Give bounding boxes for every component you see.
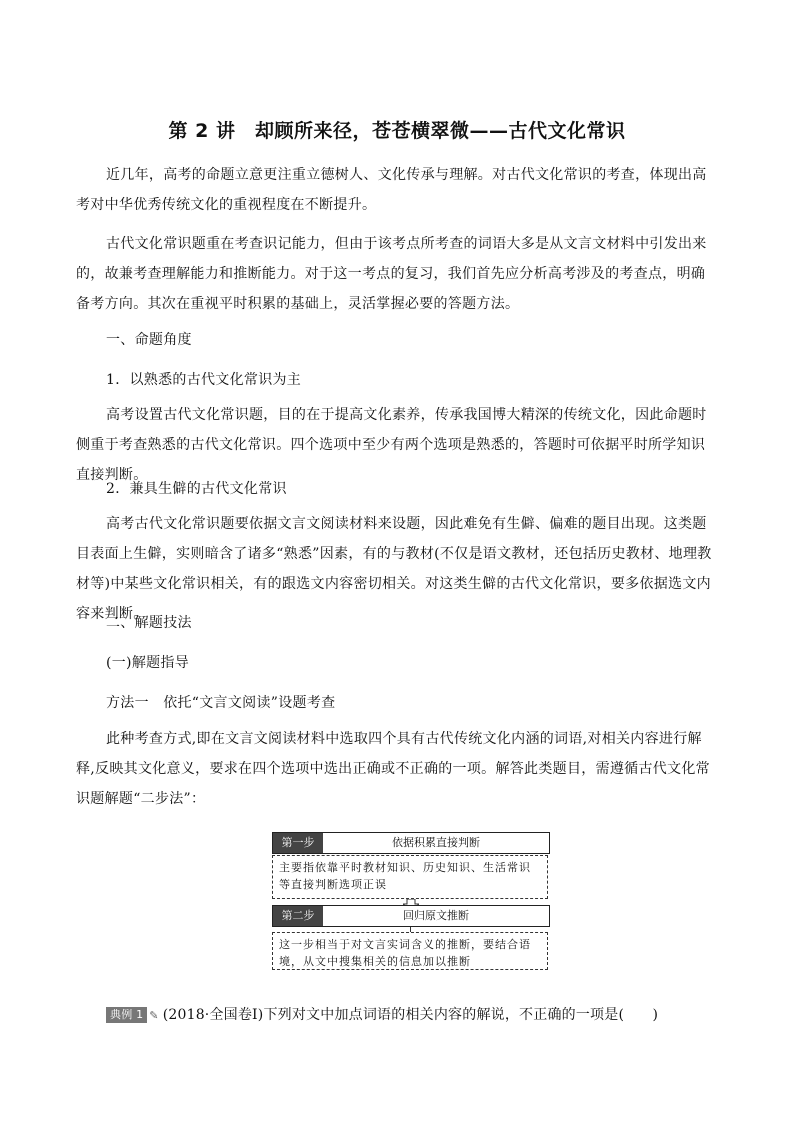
flow-step-1-label: 第一步	[273, 833, 323, 853]
guide-heading: (一)解题指导	[106, 655, 190, 671]
flow-step-1-note: 主要指依靠平时教材知识、历史知识、生活常识等直接判断选项正误	[272, 855, 548, 899]
flow-step-1-text: 依据积累直接判断	[392, 836, 480, 849]
paragraph-rare: 高考古代文化常识题要依据文言文阅读材料来设题，因此难免有生僻、偏难的题目出现。这类题目表面上生僻，实则暗含了诸多“熟悉”因素，有的与教材(不仅是语文教材，还包括历史教材、地理教材等)中某些文化常识相关，有的跟选文内容密切相关。对这类生僻的古代文化常识，要多依据选文内容来判断。	[76, 516, 712, 622]
flow-step-2	[272, 905, 550, 927]
intro-paragraph-2: 古代文化常识题重在考查识记能力，但由于该考点所考查的词语大多是从文言文材料中引发出来的，故兼考查理解能力和推断能力。对于这一考点的复习，我们首先应分析高考涉及的考查点，明确备考方向。其次在重视平时积累的基础上，灵活掌握必要的答题方法。	[76, 236, 707, 312]
flow-step-2-text: 回归原文推断	[403, 909, 469, 922]
method-heading: 方法一 依托“文言文阅读”设题考查	[106, 695, 336, 711]
subheading-1: 1．以熟悉的古代文化常识为主	[106, 372, 302, 388]
paragraph-familiar: 高考设置古代文化常识题，目的在于提高文化素养，传承我国博大精深的传统文化，因此命题时侧重于考查熟悉的古代文化常识。四个选项中至少有两个选项是熟悉的，答题时可依据平时所学知识直接判断。	[76, 407, 707, 483]
example-question: (2018·全国卷Ⅰ)下列对文中加点词语的相关内容的解说，不正确的一项是( )	[162, 1007, 659, 1023]
subheading-2: 2．兼具生僻的古代文化常识	[106, 481, 287, 497]
section-heading-1: 一、命题角度	[106, 332, 192, 348]
intro-paragraph-1: 近几年，高考的命题立意更注重立德树人、文化传承与理解。对古代文化常识的考查，体现出高考对中华优秀传统文化的重视程度在不断提升。	[76, 167, 707, 213]
example-line	[106, 1004, 658, 1027]
page-title: 第 2 讲 却顾所来径，苍苍横翠微——古代文化常识	[168, 120, 626, 142]
example-badge: 典例 1	[106, 1007, 147, 1023]
paragraph-method: 此种考查方式,即在文言文阅读材料中选取四个具有古代传统文化内涵的词语,对相关内容进行解释,反映其文化意义，要求在四个选项中选出正确或不正确的一项。解答此类题目，需遵循古代文化常识题解题“二步法”：	[76, 731, 710, 807]
flow-step-2-note: 这一步相当于对文言实词含义的推断，要结合语境，从文中搜集相关的信息加以推断	[272, 932, 548, 970]
flow-step-1	[272, 832, 550, 854]
flow-step-2-label: 第二步	[273, 906, 323, 926]
section-heading-2: 二、解题技法	[106, 615, 192, 631]
pen-icon: ✎	[149, 1009, 159, 1022]
two-step-flowchart	[272, 832, 550, 972]
